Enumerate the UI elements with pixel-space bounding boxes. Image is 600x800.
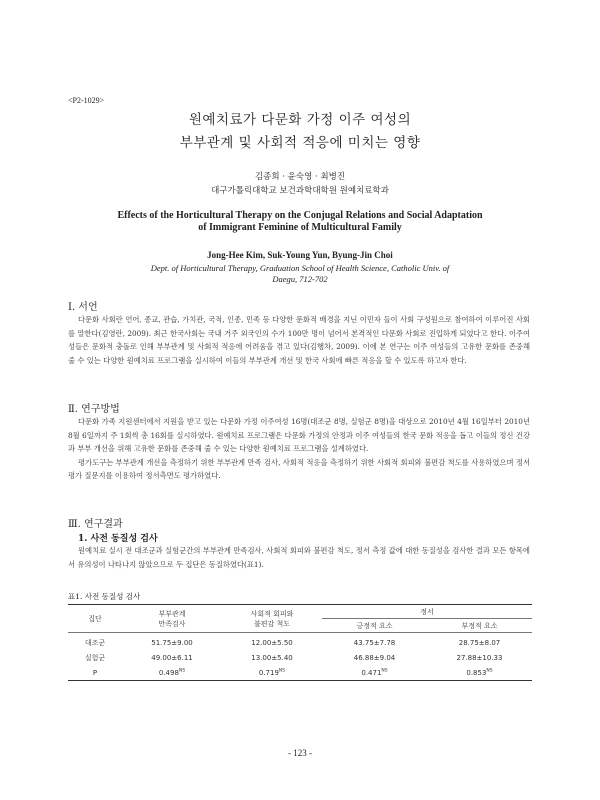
section-heading-results: Ⅲ. 연구결과 (68, 519, 123, 530)
header-negative: 부정적 요소 (427, 619, 532, 633)
p-value: 0.498 (158, 668, 179, 677)
p-value: 0.471 (361, 668, 382, 677)
methods-body (68, 415, 530, 483)
cell-negative: 27.88±10.33 (456, 653, 503, 662)
page-number: - 123 - (288, 748, 312, 758)
results-subheading: 1. 사전 동질성 검사 (78, 534, 158, 544)
results-paragraph: 원예치료 실시 전 대조군과 실험군간의 부부관계 만족검사, 사회적 회피와 불편감 척도, 정서 측정 값에 대한 동질성을 검사한 결과 모든 항목에서 유의성이 나타나지 않았으므로 두 집단은 동질하였다(표1). (68, 546, 530, 569)
section-heading-intro: Ⅰ. 서언 (68, 302, 98, 313)
table-row (68, 650, 532, 665)
korean-authors: 김종희 · 윤숙영 · 최병진 (254, 172, 346, 182)
header-emotion: 정서 (322, 605, 532, 619)
significance-mark: NS (381, 668, 388, 674)
english-affiliation: Dept. of Horticultural Therapy, Graduation School of Health Science, Catholic Univ. of Daegu, 712-702 (150, 263, 450, 284)
p-value: 0.853 (466, 668, 487, 677)
cell-positive: 43.75±7.78 (353, 638, 396, 647)
significance-mark: NS (178, 668, 186, 674)
homogeneity-table (68, 604, 532, 681)
cell-negative (427, 665, 532, 681)
header-marital (122, 605, 222, 633)
cell-group: 실험군 (84, 653, 106, 662)
table-row (68, 665, 532, 681)
header-social-line-2: 불편감 척도 (253, 619, 291, 628)
section-heading-methods: Ⅱ. 연구방법 (68, 404, 120, 415)
cell-positive (322, 665, 427, 681)
english-title-line-1: Effects of the Horticultural Therapy on the Conjugal Relations and Social Adaptation (117, 210, 483, 221)
english-authors: Jong-Hee Kim, Suk-Young Yun, Byung-Jin Choi (207, 250, 393, 260)
header-marital-line-1: 부부관계 (158, 609, 186, 618)
cell-negative: 28.75±8.07 (458, 638, 501, 647)
cell-social: 12.00±5.50 (251, 638, 293, 647)
cell-group: 대조군 (84, 638, 106, 647)
abstract-code: <P2-1029> (68, 96, 105, 105)
header-marital-line-2: 만족검사 (158, 619, 186, 628)
significance-mark: NS (278, 668, 286, 674)
header-group: 집단 (68, 605, 122, 633)
intro-paragraph: 다문화 사회란 언어, 종교, 관습, 가치관, 국적, 인종, 민족 등 다양한 문화적 배경을 지닌 이민자 들이 사회 구성원으로 참여하여 이루어진 사회를 말한다(김영란, 2009). 최근 한국사회는 국내 거주 외국인의 수가 100만 명이 넘어서 본격적인 다문화 사회로 진입하게 되었다고 한다. 이주여성들은 문화적 충돌로 인해 부부관계 및 사회적 적응에 어려움을 겪고 있다(김행차, 2009). 이에 본 연구는 이주 여성들의 고유한 문화를 존중해 줄 수 있는 다양한 원예치료 프로그램을 실시하여 이들의 부부관계 개선 및 한국 사회에 빠른 적응을 할 수 있도록 하고자 한다. (68, 315, 530, 365)
cell-marital: 51.75±9.00 (151, 638, 193, 647)
header-social (222, 605, 322, 633)
cell-group: P (68, 665, 122, 681)
cell-social (222, 665, 322, 681)
header-positive: 긍정적 요소 (322, 619, 427, 633)
methods-paragraph-2: 평가도구는 부부관계 개선을 측정하기 위한 부부관계 만족 검사, 사회적 적응을 측정하기 위한 사회적 회피와 불편감 척도를 사용하였으며 정서평가 질문지를 이용하여 정서측면도 평가하였다. (68, 457, 530, 481)
cell-marital: 49.00±6.11 (151, 653, 193, 662)
p-value: 0.719 (258, 668, 279, 677)
korean-title-line-1: 원예치료가 다문화 가정 이주 여성의 (188, 112, 412, 128)
cell-social: 13.00±5.40 (251, 653, 293, 662)
cell-marital (122, 665, 222, 681)
english-title-line-2: of Immigrant Feminine of Multicultural Family (198, 222, 402, 233)
header-social-line-1: 사회적 회피와 (250, 609, 294, 618)
korean-affiliation: 대구가톨릭대학교 보건과학대학원 원예치료학과 (211, 186, 389, 196)
table-caption: 표1. 사전 동질성 검사 (68, 592, 141, 601)
cell-positive: 46.88±9.04 (353, 653, 396, 662)
korean-title-line-2: 부부관계 및 사회적 적응에 미치는 영향 (179, 135, 421, 151)
significance-mark: NS (486, 668, 493, 674)
table-row (68, 633, 532, 651)
intro-body (68, 313, 530, 367)
methods-paragraph-1: 다문화 가족 지원센터에서 지원을 받고 있는 다문화 가정 이주여성 16명(대조군 8명, 실험군 8명)을 대상으로 2010년 4월 16일부터 2010년 8월 6일까지 주 1회씩 총 16회를 실시하였다. 원예치료 프로그램은 다문화 가정의 안정과 이주 여성들의 한국 문화 적응을 돕고 이들의 정신 건강과 부부 개선을 위해 고유한 문화를 존중해 줄 수 있는 다양한 원예치료 프로그램을 설계하였다. (68, 417, 530, 454)
results-body (68, 544, 530, 571)
